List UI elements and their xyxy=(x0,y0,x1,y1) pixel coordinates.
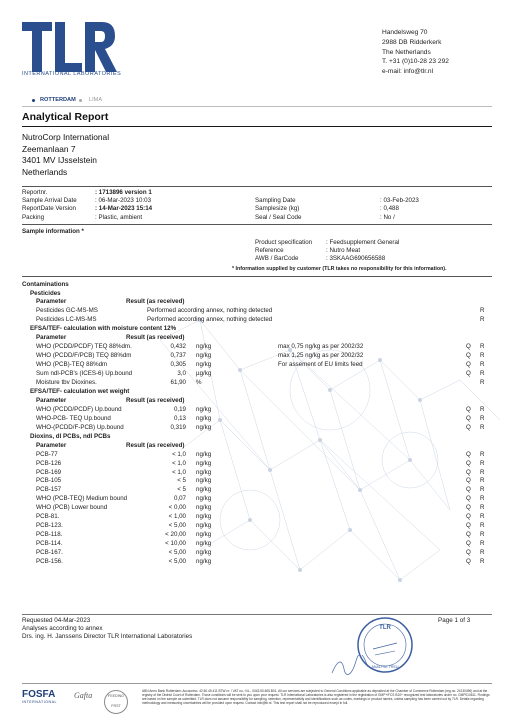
row-result: < 1,0 xyxy=(172,459,186,467)
column-header-result: Result (as received) xyxy=(126,298,185,306)
row-unit: ng/kg xyxy=(196,513,212,521)
row-unit: ng/kg xyxy=(196,343,212,351)
meta-value-reportnr: : 1713896 version 1 xyxy=(95,189,152,196)
row-r-flag: R xyxy=(480,343,485,351)
sample-info-heading: Sample information * xyxy=(22,228,84,235)
table-row xyxy=(0,424,512,433)
row-r-flag: R xyxy=(480,513,485,521)
row-result: 61,90 xyxy=(170,379,186,386)
row-parameter: PCB-81. xyxy=(36,513,60,521)
row-result: < 5 xyxy=(177,486,186,494)
row-unit: ng/kg xyxy=(196,540,212,548)
column-header-result: Result (as received) xyxy=(126,396,185,404)
table-row xyxy=(0,343,512,352)
table-row xyxy=(0,513,512,522)
row-result: < 5,00 xyxy=(168,549,186,557)
row-note: max 1,25 ng/kg as per 2002/32 xyxy=(278,352,364,360)
row-result: < 5,00 xyxy=(168,558,186,565)
row-unit: ng/kg xyxy=(196,531,212,539)
row-parameter: WHO (PCDD/PCDF) TEQ 88%dm. xyxy=(36,343,132,351)
section-title-text: EFSA/TEF- calculation wet weight xyxy=(30,387,130,395)
column-header-parameter: Parameter xyxy=(36,441,67,449)
row-parameter: PCB-169 xyxy=(36,468,62,476)
row-result: < 0,00 xyxy=(168,504,186,512)
row-result: < 20,00 xyxy=(165,531,186,539)
row-parameter: WHO (PCDD/F/PCB) TEQ 88%dm xyxy=(36,352,132,360)
column-header-parameter: Parameter xyxy=(36,396,67,404)
row-unit: ng/kg xyxy=(196,477,212,485)
row-q-flag: Q xyxy=(466,513,471,521)
table-header xyxy=(0,397,512,406)
section-title xyxy=(0,433,512,442)
footer-analyses: Analyses according to annex xyxy=(22,625,103,632)
row-result: < 5,00 xyxy=(168,522,186,530)
logo-subtitle: INTERNATIONAL LABORATORIES xyxy=(22,71,122,77)
meta-value-seal: : No / xyxy=(380,214,395,221)
footer-signer: Drs. ing. H. Janssens Director TLR International Laboratories xyxy=(22,633,193,640)
sample-label-product: Product specification xyxy=(255,239,313,246)
client-address xyxy=(22,132,109,178)
row-q-flag: Q xyxy=(466,468,471,476)
customer-info-note: * Information supplied by customer (TLR takes no responsibility for this information). xyxy=(232,266,447,272)
table-row xyxy=(0,370,512,379)
table-row xyxy=(0,495,512,504)
row-r-flag: R xyxy=(480,504,485,512)
section-title-text: Dioxins, dl PCBs, ndl PCBs xyxy=(30,432,111,440)
row-r-flag: R xyxy=(480,495,485,503)
row-r-flag: R xyxy=(480,370,485,378)
meta-value-arrival: : 06-Mar-2023 10:03 xyxy=(95,197,152,204)
row-q-flag: Q xyxy=(466,477,471,485)
row-r-flag: R xyxy=(480,352,485,360)
row-r-flag: R xyxy=(480,486,485,494)
row-parameter: PCB-77 xyxy=(36,450,58,458)
row-parameter: WHO (PCB)-TEQ 88%dm xyxy=(36,361,108,369)
row-result: 0,319 xyxy=(170,423,186,431)
location-tabs xyxy=(22,97,492,107)
client-country: Netherlands xyxy=(22,166,68,177)
row-q-flag: Q xyxy=(466,405,471,413)
row-q-flag: Q xyxy=(466,450,471,458)
row-q-flag: Q xyxy=(466,486,471,494)
row-unit: ng/kg xyxy=(196,495,212,503)
column-header-result: Result (as received) xyxy=(126,334,185,342)
table-row xyxy=(0,352,512,361)
row-q-flag: Q xyxy=(466,370,471,378)
row-r-flag: R xyxy=(480,522,485,530)
page-number: Page 1 of 3 xyxy=(438,617,471,624)
feeding-logo-text: FEEDING xyxy=(108,694,124,698)
row-unit: ng/kg xyxy=(196,423,212,431)
meta-label-reportdate: ReportDate Version xyxy=(22,205,76,212)
meta-label-seal: Seal / Seal Code xyxy=(255,214,302,221)
row-parameter: PCB-123. xyxy=(36,522,63,530)
active-dot-icon xyxy=(32,99,35,102)
table-row xyxy=(0,406,512,415)
row-r-flag: R xyxy=(480,549,485,557)
row-parameter: PCB-156. xyxy=(36,558,63,565)
row-parameter: WHO (PCDD/PCDF) Up.bound xyxy=(36,405,122,413)
meta-label-samplesize: Samplesize (kg) xyxy=(255,205,300,212)
row-r-flag: R xyxy=(480,477,485,485)
meta-label-packing: Packing xyxy=(22,214,45,221)
row-result: < 1,00 xyxy=(168,513,186,521)
contaminations-heading: Contaminations xyxy=(22,281,69,288)
table-header xyxy=(0,298,512,307)
row-r-flag: R xyxy=(480,531,485,539)
row-r-flag: R xyxy=(480,468,485,476)
table-row xyxy=(0,316,512,325)
row-r-flag: R xyxy=(480,558,485,565)
row-q-flag: Q xyxy=(466,504,471,512)
table-row xyxy=(0,415,512,424)
row-q-flag: Q xyxy=(466,549,471,557)
sample-label-awb: AWB / BarCode xyxy=(255,255,299,262)
section-title-text: EFSA/TEF- calculation with moisture content 12% xyxy=(30,325,177,333)
row-q-flag: Q xyxy=(466,540,471,548)
row-parameter: WHO-PCB- TEQ Up.bound xyxy=(36,414,111,422)
footer-bottom-divider xyxy=(22,683,492,684)
row-q-flag: Q xyxy=(466,352,471,360)
meta-label-arrival: Sample Arrival Date xyxy=(22,197,77,204)
tab-rotterdam: ROTTERDAM xyxy=(40,97,76,103)
address-phone: T. +31 (0)10-28 23 292 xyxy=(382,58,449,66)
row-result: 0,13 xyxy=(173,414,186,422)
column-header-parameter: Parameter xyxy=(36,298,67,306)
table-row xyxy=(0,558,512,567)
table-row xyxy=(0,522,512,531)
row-unit: ng/kg xyxy=(196,522,212,530)
table-row xyxy=(0,361,512,370)
row-q-flag: Q xyxy=(466,423,471,431)
fine-print: ABN Amro Bank Rotterdam: Accountno. 42.60.49.411 BTW nr. / VAT no.: NL - 0043.50.605.B01. All our services are subjected to General Conditions applicable as deposited at the Chamber of Commerce Rotterdam (reg.no. 24130496) and at the registry of the District Court of Rotterdam. Those conditions will be sent to you upon your request. TLR International Laboratories is also registered in the registration of GMP+/FCS B10+ recognized test laboratories under no. GMP010611. Findings are based on the sample as submitted. TLR does not assume responsibility for sampling, selection, representativity and identifications such as codes, markings or product names, unless sampling has been carried out by TLR. Details regarding methodology and measuring uncertainties will be provided upon request. Contact info@tlr.nl. This test report shall not be reproduced except in full. xyxy=(142,689,490,705)
row-result: 0,07 xyxy=(173,495,186,503)
row-unit: ng/kg xyxy=(196,361,212,369)
row-r-flag: R xyxy=(480,361,485,369)
footer-divider xyxy=(22,614,492,615)
row-parameter: Sum ndl-PCB's (ICES-6) Up.bound xyxy=(36,370,133,378)
table-row xyxy=(0,531,512,540)
table-row xyxy=(0,549,512,558)
client-street: Zeemanlaan 7 xyxy=(22,143,76,154)
row-parameter: Pesticides GC-MS-MS xyxy=(36,307,98,315)
meta-label-reportnr: Reportnr. xyxy=(22,189,48,196)
meta-value-sampling: : 03-Feb-2023 xyxy=(380,197,419,204)
table-row xyxy=(0,460,512,469)
tlr-stamp xyxy=(355,615,415,675)
row-note: For assement of EU limits feed xyxy=(278,361,363,369)
row-r-flag: R xyxy=(480,379,485,386)
meta-value-packing: : Plastic, ambient xyxy=(95,214,143,221)
table-row xyxy=(0,469,512,478)
column-header-result: Result (as received) xyxy=(126,441,185,449)
row-r-flag: R xyxy=(480,414,485,422)
stamp-top-text: TLR xyxy=(379,625,391,631)
row-unit: ng/kg xyxy=(196,352,212,360)
row-q-flag: Q xyxy=(466,414,471,422)
row-unit: µg/kg xyxy=(196,370,212,378)
row-r-flag: R xyxy=(480,316,485,324)
row-q-flag: Q xyxy=(466,361,471,369)
meta-value-reportdate: : 14-Mar-2023 15:14 xyxy=(95,205,153,212)
row-q-flag: Q xyxy=(466,495,471,503)
row-unit: ng/kg xyxy=(196,468,212,476)
meta-label-sampling: Sampling Date xyxy=(255,197,296,204)
gafta-logo: Gafta xyxy=(74,691,93,700)
row-unit: ng/kg xyxy=(196,414,212,422)
row-parameter: WHO (PCB) Lower bound xyxy=(36,504,108,512)
row-result: < 1,0 xyxy=(172,468,186,476)
row-q-flag: Q xyxy=(466,522,471,530)
address-line: 2988 DB Ridderkerk xyxy=(382,38,442,46)
row-note: max 0,75 ng/kg as per 2002/32 xyxy=(278,343,364,351)
fosfa-logo-subtext: INTERNATIONAL xyxy=(22,700,57,704)
row-result: Performed according annex, nothing detected xyxy=(147,307,273,315)
client-city: 3401 MV IJsselstein xyxy=(22,155,97,165)
row-unit: ng/kg xyxy=(196,504,212,512)
fosfa-logo-text: FOSFA xyxy=(22,689,56,700)
lab-address xyxy=(382,28,449,77)
row-result: Performed according annex, nothing detected xyxy=(147,316,273,324)
row-unit: % xyxy=(196,379,202,386)
row-result: < 5 xyxy=(177,477,186,485)
section-title xyxy=(0,325,512,334)
sample-value-reference: : Nutro Meat xyxy=(326,247,361,254)
row-result: 0,737 xyxy=(170,352,186,360)
row-parameter: PCB-105 xyxy=(36,477,62,485)
table-row xyxy=(0,379,512,388)
row-r-flag: R xyxy=(480,307,485,315)
tlr-logo xyxy=(22,22,117,72)
sample-value-awb: : 3SKAAG690656588 xyxy=(326,255,386,262)
table-row xyxy=(0,486,512,495)
sample-info-divider xyxy=(22,224,492,225)
row-parameter: Pesticides LC-MS-MS xyxy=(36,316,97,324)
separator-dot-icon xyxy=(79,99,82,102)
table-header xyxy=(0,442,512,451)
meta-divider xyxy=(22,186,492,187)
feeding-logo xyxy=(104,690,128,714)
row-parameter: WHO (PCB-TEQ) Medium bound xyxy=(36,495,128,503)
row-r-flag: R xyxy=(480,459,485,467)
client-name: NutroCorp International xyxy=(22,132,110,142)
row-q-flag: Q xyxy=(466,459,471,467)
table-row xyxy=(0,451,512,460)
row-result: < 1,0 xyxy=(172,450,186,458)
row-result: 0,19 xyxy=(173,405,186,413)
feeding-logo-subtext: FRST xyxy=(111,704,121,708)
row-result: 0,432 xyxy=(170,343,186,351)
table-row xyxy=(0,477,512,486)
row-parameter: PCB-114. xyxy=(36,540,63,548)
contaminations-divider xyxy=(22,276,492,277)
row-unit: ng/kg xyxy=(196,450,212,458)
row-result: 3,0 xyxy=(177,370,186,378)
row-unit: ng/kg xyxy=(196,549,212,557)
title-divider xyxy=(22,126,492,127)
row-r-flag: R xyxy=(480,405,485,413)
sample-value-product: : Feedsupplement General xyxy=(326,239,400,246)
row-parameter: PCB-118. xyxy=(36,531,63,539)
row-parameter: PCB-157 xyxy=(36,486,62,494)
row-result: 0,305 xyxy=(170,361,186,369)
table-header xyxy=(0,334,512,343)
row-q-flag: Q xyxy=(466,558,471,565)
row-unit: ng/kg xyxy=(196,459,212,467)
tab-lima: LIMA xyxy=(89,97,103,103)
section-title xyxy=(0,290,512,299)
row-unit: ng/kg xyxy=(196,558,212,565)
row-r-flag: R xyxy=(480,423,485,431)
meta-value-samplesize: : 0,488 xyxy=(380,205,399,212)
footer-requested: Requested 04-Mar-2023 xyxy=(22,617,91,624)
row-q-flag: Q xyxy=(466,531,471,539)
sample-label-reference: Reference xyxy=(255,247,284,254)
address-line: Handelsweg 70 xyxy=(382,29,428,36)
fosfa-logo xyxy=(22,689,72,715)
address-email: e-mail: info@tlr.nl xyxy=(382,68,434,76)
table-row xyxy=(0,540,512,549)
row-parameter: PCB-126 xyxy=(36,459,62,467)
section-title-text: Pesticides xyxy=(30,289,61,297)
table-row xyxy=(0,307,512,316)
row-r-flag: R xyxy=(480,450,485,458)
column-header-parameter: Parameter xyxy=(36,334,67,342)
report-title: Analytical Report xyxy=(22,111,109,123)
row-parameter: PCB-167. xyxy=(36,549,63,557)
table-row xyxy=(0,504,512,513)
stamp-bottom-text: ANALYSE TREU xyxy=(371,665,399,669)
row-q-flag: Q xyxy=(466,343,471,351)
row-parameter: WHO-(PCDD/F-PCB) Up.bound xyxy=(36,423,124,431)
row-unit: ng/kg xyxy=(196,486,212,494)
row-parameter: Moisture tbv Dioxines. xyxy=(36,379,97,386)
address-line: The Netherlands xyxy=(382,48,431,56)
row-unit: ng/kg xyxy=(196,405,212,413)
row-result: < 10,00 xyxy=(165,540,186,548)
row-r-flag: R xyxy=(480,540,485,548)
section-title xyxy=(0,388,512,397)
